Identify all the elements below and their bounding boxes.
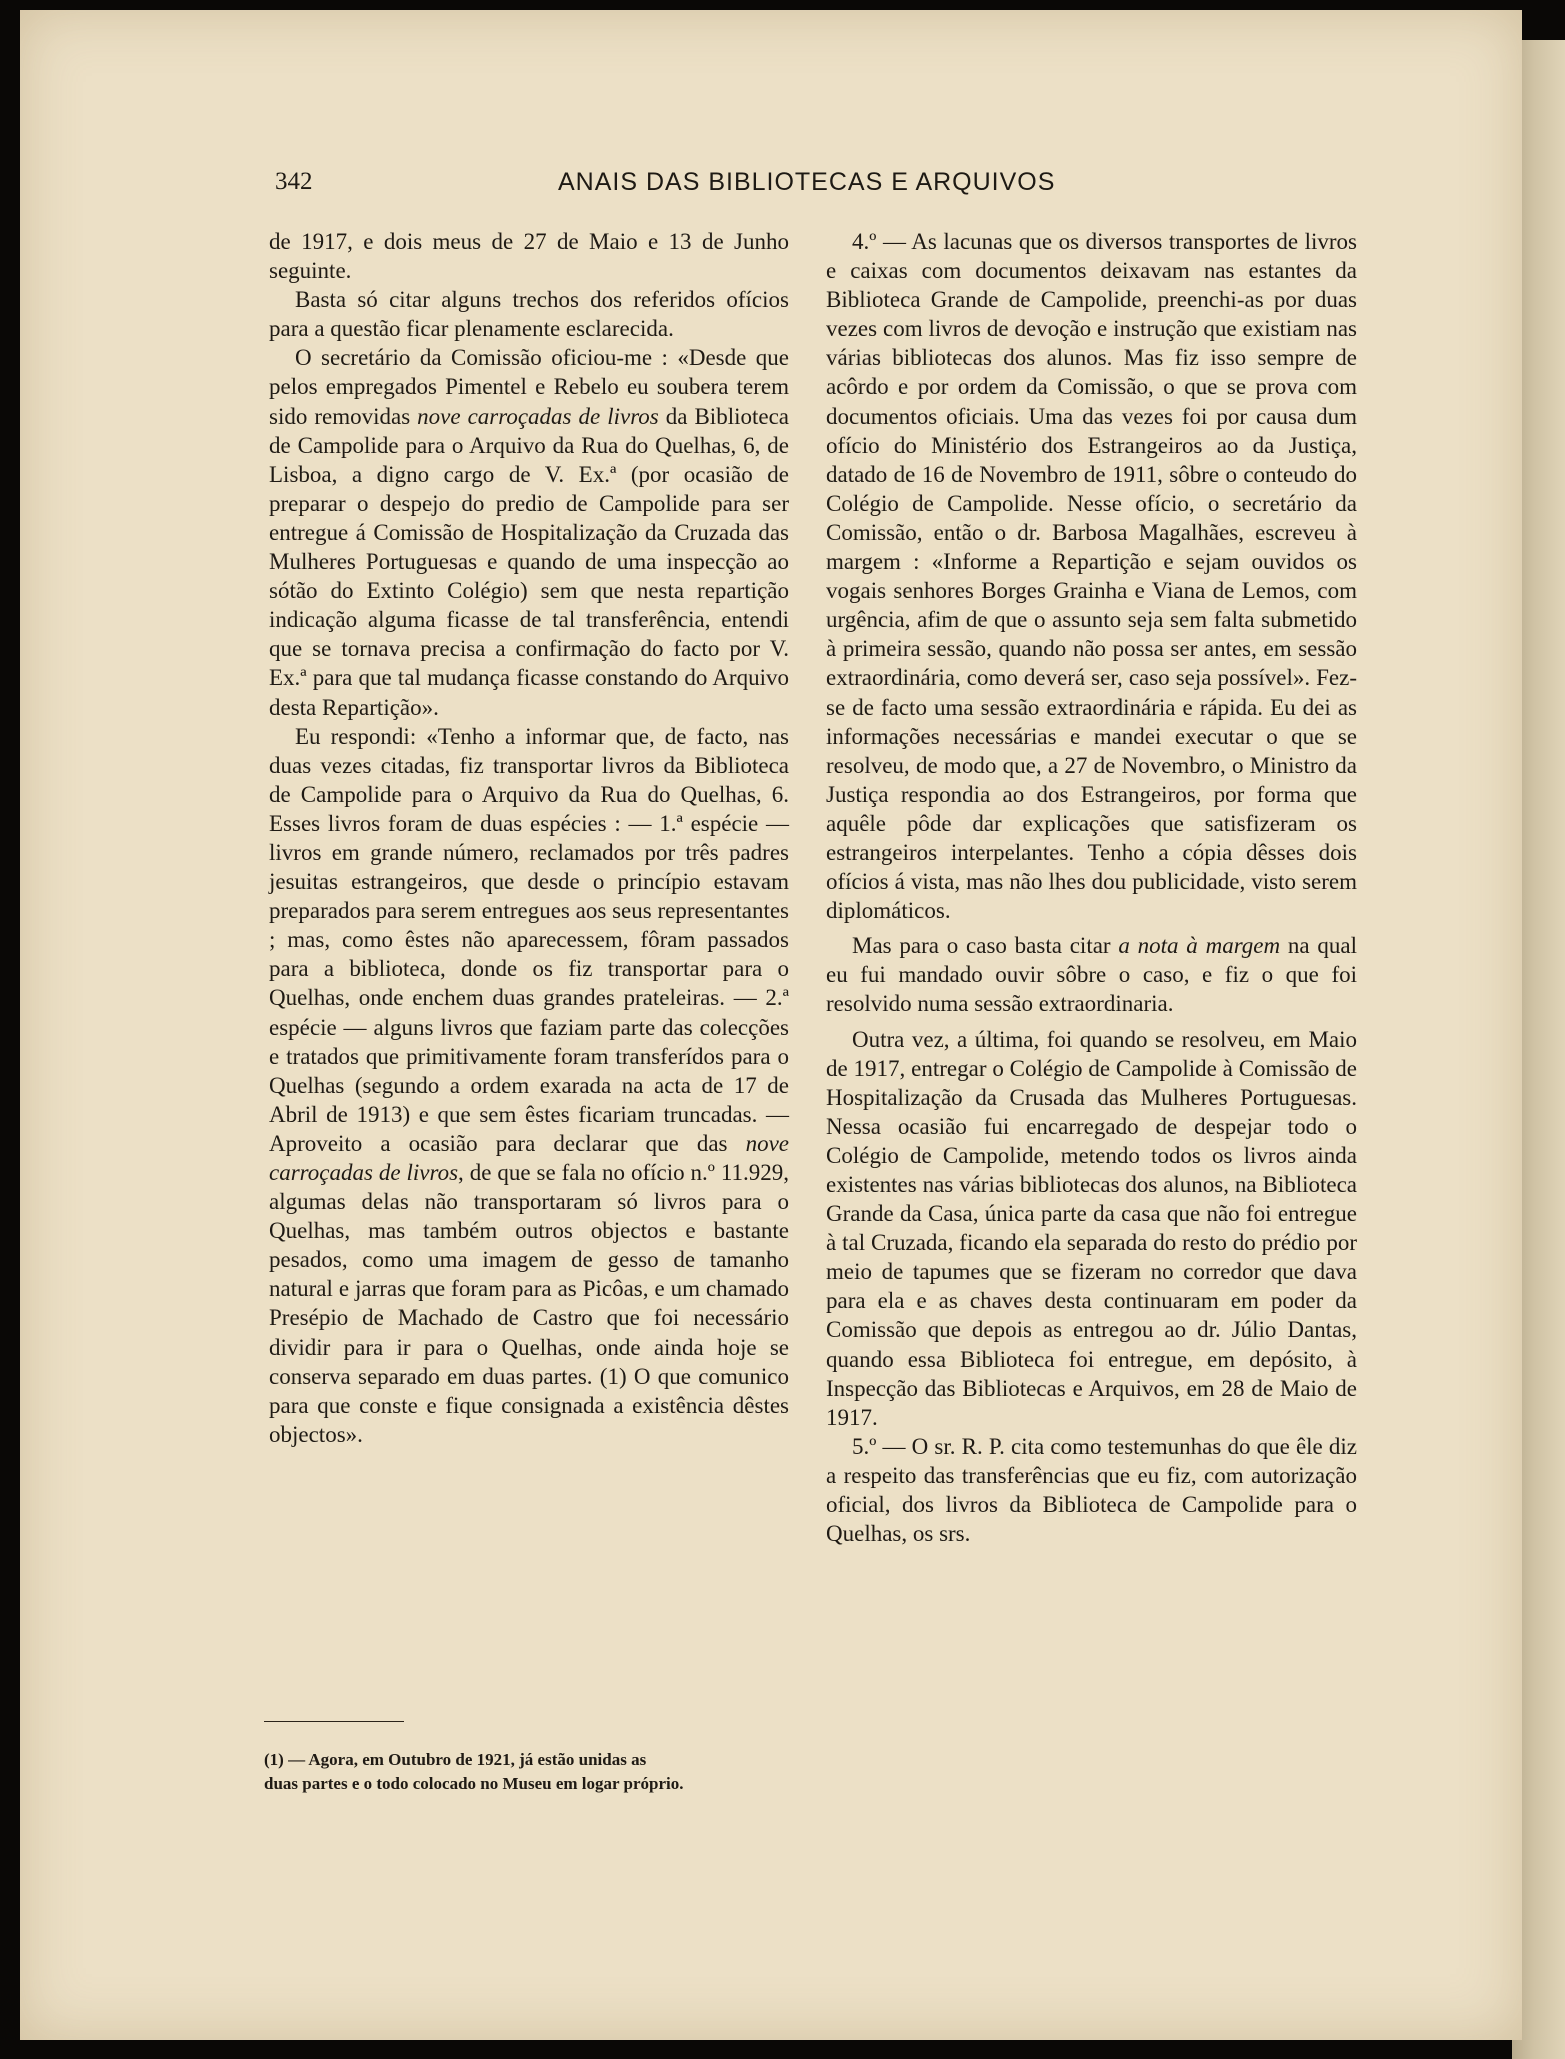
paragraph: Eu respondi: «Tenho a informar que, de facto, nas duas vezes citadas, fiz transportar livros da Biblioteca de Campolide para o Arquivo da Rua do Quelhas, 6. Esses livros foram de duas espécies : — 1.ª espécie — livros em grande número, reclamados por três padres jesuitas estrangeiros, que desde o princípio estavam preparados para serem entregues aos seus representantes ; mas, como êstes não aparecessem, fôram passados para a biblioteca, donde os fiz transportar para o Quelhas, onde enchem duas grandes prateleiras. — 2.ª espécie — alguns livros que faziam parte das colecções e tratados que primitivamente foram transferídos para o Quelhas (segundo a ordem exarada na acta de 17 de Abril de 1913) e que sem êstes ficariam truncadas. — Aproveito a ocasião para declarar que das nove carroçadas de livros, de que se fala no ofício n.º 11.929, algumas delas não transportaram só livros para o Quelhas, mas também outros objectos e bastante pesados, como uma imagem de gesso de tamanho natural e jarras que foram para as Picôas, e um chamado Presépio de Machado de Castro que foi necessário dividir para ir para o Quelhas, onde ainda hoje se conserva separado em duas partes. (1) O que comunico para que conste e fique consignada a existência dêstes objectos». [269,723,790,1447]
italic-phrase: a nota à margem [1118,933,1281,959]
paragraph: Outra vez, a última, foi quando se resolveu, em Maio de 1917, entregar o Colégio de Campolide à Comissão de Hospitalização da Crusada das Mulheres Portuguesas. Nessa ocasião fui encarregado de despejar todo o Colégio de Campolide, metendo todos os livros ainda existentes nas várias bibliotecas dos alunos, na Biblioteca Grande da Casa, única parte da casa que não foi entregue à tal Cruzada, ficando ela separada do resto do prédio por meio de tapumes que se fizeram no corredor que dava para ela e as chaves desta continuaram em poder da Comissão que depois as entregou ao dr. Júlio Dantas, quando essa Biblioteca foi entregue, em depósito, à Inspecção das Bibliotecas e Arquivos, em 28 de Maio de 1917. [826,1026,1357,1430]
footnote-line: (1) — Agora, em Outubro de 1921, já estão unidas as [264,1750,647,1769]
paragraph: 5.º — O sr. R. P. cita como testemunhas do que êle diz a respeito das transferências que eu fiz, com autorização oficial, dos livros da Biblioteca de Campolide para o Quelhas, os srs. [826,1433,1357,1547]
running-header [275,168,1080,204]
right-column [826,227,1357,1548]
paragraph: Mas para o caso basta citar a nota à margem na qual eu fui mandado ouvir sôbre o caso, e fiz o que foi resolvido numa sessão extraordinaria. [826,933,1357,1017]
italic-phrase: nove carroçadas de livros [417,403,659,429]
footnote-divider [264,1721,404,1722]
paragraph: 4.º — As lacunas que os diversos transportes de livros e caixas com documentos deixavam nas estantes da Biblioteca Grande de Campolide, preenchi-as por duas vezes com livros de devoção e instrução que existiam nas várias bibliotecas dos alunos. Mas fiz isso sempre de acôrdo e por ordem da Comissão, o que se prova com documentos oficiais. Uma das vezes foi por causa dum ofício do Ministério dos Estrangeiros ao da Justiça, datado de 16 de Novembro de 1911, sôbre o conteudo do Colégio de Campolide. Nesse ofício, o secretário da Comissão, então o dr. Barbosa Magalhães, escreveu à margem : «Informe a Repartição e sejam ouvidos os vogais senhores Borges Grainha e Viana de Lemos, com urgência, afim de que o assunto seja sem falta submetido à primeira sessão, quando não possa ser antes, em sessão extraordinária, como deverá ser, caso seja possível». Fez-se de facto uma sessão extraordinária e rápida. Eu dei as informações necessárias e mandei executar o que se resolveu, de modo que, a 27 de Novembro, o Ministro da Justiça respondia ao dos Estrangeiros, por forma que aquêle pôde dar explicações que satisfizeram os estrangeiros interpelantes. Tenho a cópia dêsses dois ofícios á vista, mas não lhes dou publicidade, visto serem diplomáticos. [826,229,1357,924]
footnote-line: duas partes e o todo colocado no Museu em logar próprio. [264,1774,684,1793]
page-number: 342 [275,168,313,195]
paragraph: Basta só citar alguns trechos dos referidos ofícios para a questão ficar plenamente esclarecida. [269,287,789,342]
paragraph: O secretário da Comissão oficiou-me : «Desde que pelos empregados Pimentel e Rebelo eu soubera terem sido removidas nove carroçadas de livros da Biblioteca de Campolide para o Arquivo da Rua do Quelhas, 6, de Lisboa, a digno cargo de V. Ex.ª (por ocasião de preparar o despejo do predio de Campolide para ser entregue á Comissão de Hospitalização da Cruzada das Mulheres Portuguesas e quando de uma inspecção ao sótão do Extinto Colégio) sem que nesta repartição indicação alguma ficasse de tal transferência, entendi que se tornava precisa a confirmação do facto por V. Ex.ª para que tal mudança ficasse constando do Arquivo desta Repartição». [269,345,789,720]
paragraph: de 1917, e dois meus de 27 de Maio e 13 de Junho seguinte. [269,229,789,284]
running-title: ANAIS DAS BIBLIOTECAS E ARQUIVOS [558,168,1056,196]
footnote [264,1748,784,1796]
italic-phrase: nove carroçadas de livros [269,1130,789,1185]
left-column [269,227,789,1449]
